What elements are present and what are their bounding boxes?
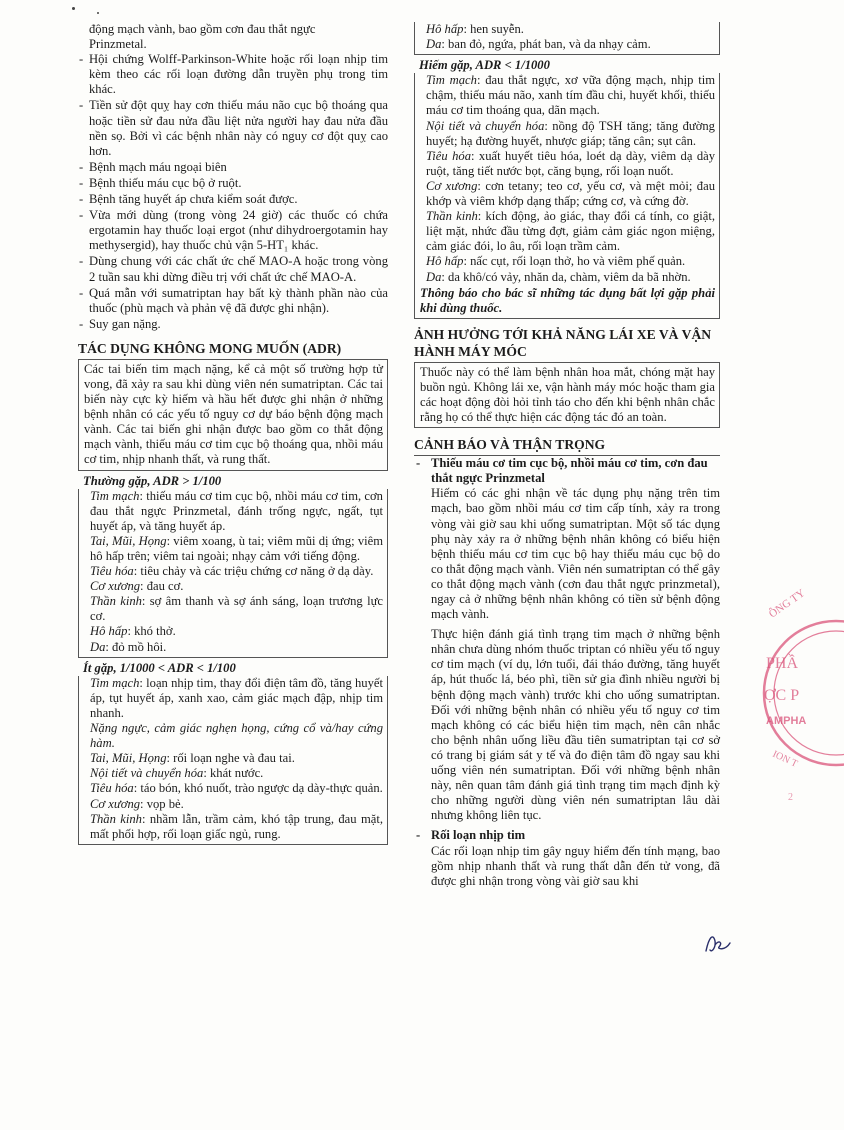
entry-label: Da [426,269,442,284]
entry-label: Tai, Mũi, Họng [90,533,167,548]
adr-entry [420,209,715,254]
common-box [78,489,388,658]
entry-text: : sợ âm thanh và sợ ánh sáng, loạn trương lực cơ. [90,594,383,624]
contra-item: - Quá mẫn với sumatriptan hay bất kỳ thành phần nào của thuốc (phù mạch và phản vệ đã được ghi nhận). [78,286,388,316]
adr-entry [84,594,383,624]
adr-entry [84,676,383,721]
adr-entry [84,751,383,766]
adr-entry [420,254,715,269]
contra-item: - Bệnh thiếu máu cục bộ ở ruột. [78,176,388,191]
entry-text: : da khô/có vảy, nhăn da, chàm, viêm da bã nhờn. [441,269,691,284]
adr-entry [420,73,715,118]
adr-entry [84,797,383,812]
warning-paragraph: Các rối loạn nhịp tim gây nguy hiểm đến tính mạng, bao gồm nhịp nhanh thất và rung thất dẫn đến tử vong, đã được ghi nhận trong vòng vài giờ sau khi [431,843,720,888]
rare-box [414,73,720,319]
adr-entry [420,270,715,285]
uncommon-box-continued [414,22,720,55]
entry-label: Da [426,37,442,52]
contra-continued [78,22,388,52]
entry-text: : rối loạn nghe và đau tai. [166,751,295,766]
adr-box [78,359,388,471]
entry-label: Cơ xương [90,796,141,811]
svg-text:ION T: ION T [770,748,800,770]
entry-text: : kích động, ảo giác, thay đổi cá tính, co giật, liệt mặt, nhức đầu từng đợt, giảm cảm giác ngon miệng, cảm giác đói, lo âu, rối loạn trầm cảm. [426,209,715,254]
adr-entry [420,119,715,149]
entry-label: Hô hấp [426,254,464,269]
adr-entry [84,534,383,564]
entry-label: Tim mạch [90,675,140,690]
entry-text: : xuất huyết tiêu hóa, loét dạ dày, viêm dạ dày ruột, tăng tiết nước bọt, căng bụng, rối loạn nuốt. [426,148,715,178]
entry-label: Tiêu hóa [90,781,134,796]
adr-entry [84,781,383,796]
contra-item: - Suy gan nặng. [78,317,388,332]
warning-paragraph: Hiếm có các ghi nhận về tác dụng phụ nặng trên tim mạch, bao gồm nhồi máu cơ tim cấp tính, xảy ra trong vòng vài giờ sau khi uống sumatriptan. Một số tác dụng phụ này xảy ra ở những bệnh nhân không có biểu hiện bệnh thiếu máu cơ tim cục bộ hay thiếu máu cục bộ do co thắt động mạch vành. Viên nén sumatriptan có thể gây co thắt động mạch vành (cơn đau thắt ngực prinzmetal), ngay cả ở những bệnh nhân không có tiền sử bệnh động mạch vành. [431,486,720,622]
scan-speck [72,7,75,10]
entry-text: : khát nước. [203,766,264,781]
entry-text: : thiếu máu cơ tim cục bộ, nhồi máu cơ tim, cơn đau thắt ngực Prinzmetal, đánh trống ngực, ngất, tụt huyết áp, và tăng huyết áp. [90,488,383,533]
contra-item: - Tiền sử đột quỵ hay cơn thiếu máu não cục bộ thoáng qua hoặc tiền sử đau nửa đầu liệt nửa người hay đau nửa đầu nền sọ. Bởi vì các bệnh nhân này có nguy cơ đột quỵ cao hơn. [78,98,388,158]
right-column [414,22,720,889]
adr-entry [420,149,715,179]
entry-label: Cơ xương [90,579,141,594]
entry-text: : viêm xoang, ù tai; viêm mũi dị ứng; viêm hô hấp trên; viêm tai ngoài; nhạy cảm với tiếng động. [90,533,383,563]
rare-heading: Hiếm gặp, ADR < 1/1000 [419,58,550,73]
warning-subheading: - Rối loạn nhịp tim [414,828,720,843]
svg-text:ÔNG TY: ÔNG TY [766,587,808,621]
adr-entry [84,640,383,655]
adr-entry [420,37,715,52]
entry-text: : táo bón, khó nuốt, trào ngược dạ dày-thực quản. [133,781,383,796]
adr-entry [84,579,383,594]
entry-label: Thần kinh [90,594,142,609]
entry-label: Tim mạch [426,73,477,88]
adr-entry [84,489,383,534]
adr-entry [84,624,383,639]
entry-label: Nội tiết và chuyển hóa [426,118,545,133]
entry-label: Tim mạch [90,488,140,503]
warnings-heading: CẢNH BÁO VÀ THẬN TRỌNG [414,437,606,453]
entry-label: Nội tiết và chuyển hóa [90,766,204,781]
adr-entry [84,564,383,579]
entry-text: : nhầm lẫn, trầm cảm, khó tập trung, đau mặt, mất phối hợp, rối loạn giấc ngủ, rung. [90,811,383,841]
entry-label: Tiêu hóa [426,148,471,163]
contra-item: - Vừa mới dùng (trong vòng 24 giờ) các thuốc có chứa ergotamin hay thuốc loại ergot (như dihydroergotamin hay methysergid), hay thuốc chủ vận 5-HT₁ khác. [78,208,388,253]
adr-entry [84,812,383,842]
entry-text: : hen suyễn. [463,22,524,36]
entry-text: : cơn tetany; teo cơ, yếu cơ, và mệt mỏi; đau khớp và viêm khớp dạng thấp; cứng cơ, và cứng đờ. [426,178,715,209]
contra-item: - Dùng chung với các chất ức chế MAO-A hoặc trong vòng 2 tuần sau khi dừng điều trị với chất ức chế MAO-A. [78,254,388,284]
contra-item: - Hội chứng Wolff-Parkinson-White hoặc rối loạn nhịp tim kèm theo các rối loạn đường dẫn truyền phụ trong tim khác. [78,52,388,97]
contra-cont-line: động mạch vành, bao gồm cơn đau thắt ngực [89,22,316,36]
uncommon-box [78,676,388,845]
uncommon-heading: Ít gặp, 1/1000 < ADR < 1/100 [83,660,236,675]
warning-paragraph: Thực hiện đánh giá tình trạng tim mạch ở những bệnh nhân chưa dùng nhóm thuốc triptan có nhiều yếu tố nguy cơ tim mạch (ví dụ, lớn tuổi, đái tháo đường, tăng huyết áp, hút thuốc lá, béo phì, tiền sử gia đình nhiều người bị bệnh động mạch vành) trước khi cho uống sumatriptan. Đối với những bệnh nhân có nhiều yếu tố nguy cơ tim mạch không có các biểu hiện tim mạch, nên cân nhắc cho bệnh nhân uống liều đầu tiên sumatriptan tại cơ sở có trang bị giám sát y tế và đo điện tâm đồ ngay sau khi uống viên nén sumatriptan. Đối với những bệnh nhân này, nên quan tâm đánh giá tình trạng tim mạch định kỳ cho những người dùng viên nén sumatriptan lâu dài nhưng không liên tục. [431,627,720,823]
entry-text: : loạn nhịp tim, thay đổi điện tâm đồ, tăng huyết áp, tụt huyết áp, xanh xao, cảm giác mạch đập, nhịp tim nhanh. [90,675,383,720]
handwritten-signature [703,931,733,957]
entry-text: : đau cơ. [140,579,184,594]
adr-entry [420,22,715,37]
entry-text: : đau thắt ngực, xơ vữa động mạch, nhịp tim chậm, thiếu máu não, xanh tím đầu chi, huyết khối, thiếu máu cơ tim thoáng qua, dãn mạch. [426,73,715,118]
contra-item: - Bệnh mạch máu ngoại biên [78,160,388,175]
adr-notice: Thông báo cho bác sĩ những tác dụng bất lợi gặp phải khi dùng thuốc. [420,285,715,315]
contraindication-list [78,52,388,332]
entry-text: : nấc cụt, rối loạn thở, ho và viêm phế quản. [463,254,686,269]
left-column [78,22,388,845]
entry-label: Tiêu hóa [90,564,134,579]
entry-label: Cơ xương [426,178,478,193]
scan-speck [97,12,99,14]
entry-label: Thần kinh [90,811,142,826]
svg-text:PHẦ: PHẦ [766,655,799,672]
entry-label: Thần kinh [426,209,478,224]
entry-text: : nồng độ TSH tăng; tăng đường huyết; hạ đường huyết, nhược giáp; tăng cân; sụt cân. [426,118,715,148]
entry-text: : khó thở. [127,624,176,639]
driving-text: Thuốc này có thể làm bệnh nhân hoa mắt, chóng mặt hay buồn ngủ. Không lái xe, vận hành máy móc hoặc tham gia các hoạt động đòi hỏi tỉnh táo cho đến khi bệnh nhân chắc rằng họ có thể thực hiện các động tác đó an toàn. [420,364,715,425]
driving-heading: ẢNH HƯỞNG TỚI KHẢ NĂNG LÁI XE VÀ VẬN HÀNH MÁY MÓC [414,326,712,359]
entry-text: : đỏ mồ hôi. [105,639,167,654]
adr-entry [84,721,383,751]
warning-subheading: - Thiếu máu cơ tim cục bộ, nhồi máu cơ tim, cơn đau thắt ngực Prinzmetal [414,456,720,486]
contra-item: - Bệnh tăng huyết áp chưa kiểm soát được. [78,192,388,207]
adr-entry [84,766,383,781]
company-stamp-seal [758,578,844,808]
entry-label: Tai, Mũi, Họng [90,751,167,766]
adr-intro: Các tai biến tim mạch nặng, kể cả một số trường hợp tử vong, đã xảy ra sau khi dùng viên nén sumatriptan. Các tai biến này cực kỳ hiếm và hầu hết được ghi nhận ở những bệnh nhân có các yếu tố nguy cơ dự báo bệnh động mạch vành. Các tai biến ghi nhận được bao gồm co thắt động mạch vành, thiếu máu cơ tim cục bộ thoáng qua, nhồi máu cơ tim, nhịp nhanh thất, và rung thất. [84,361,383,467]
entry-label: Hô hấp [90,624,128,639]
svg-text:2: 2 [788,792,793,803]
entry-text: : ban đỏ, ngứa, phát ban, và da nhạy cảm. [441,37,651,52]
entry-label: Da [90,639,106,654]
adr-entry [420,179,715,209]
svg-text:AMPHA: AMPHA [766,715,807,727]
svg-text:ỢC P: ỢC P [764,687,800,704]
contra-cont-line: Prinzmetal. [89,37,147,52]
entry-label: Nặng ngực, cảm giác nghẹn họng, cứng cổ và/hay cứng hàm. [90,721,383,751]
driving-box [414,362,720,428]
adr-heading: TÁC DỤNG KHÔNG MONG MUỐN (ADR) [78,340,342,356]
entry-text: : tiêu chảy và các triệu chứng cơ năng ở dạ dày. [133,564,374,579]
entry-label: Hô hấp [426,22,464,36]
common-heading: Thường gặp, ADR > 1/100 [83,473,222,488]
entry-text: : vọp bẻ. [140,796,184,811]
